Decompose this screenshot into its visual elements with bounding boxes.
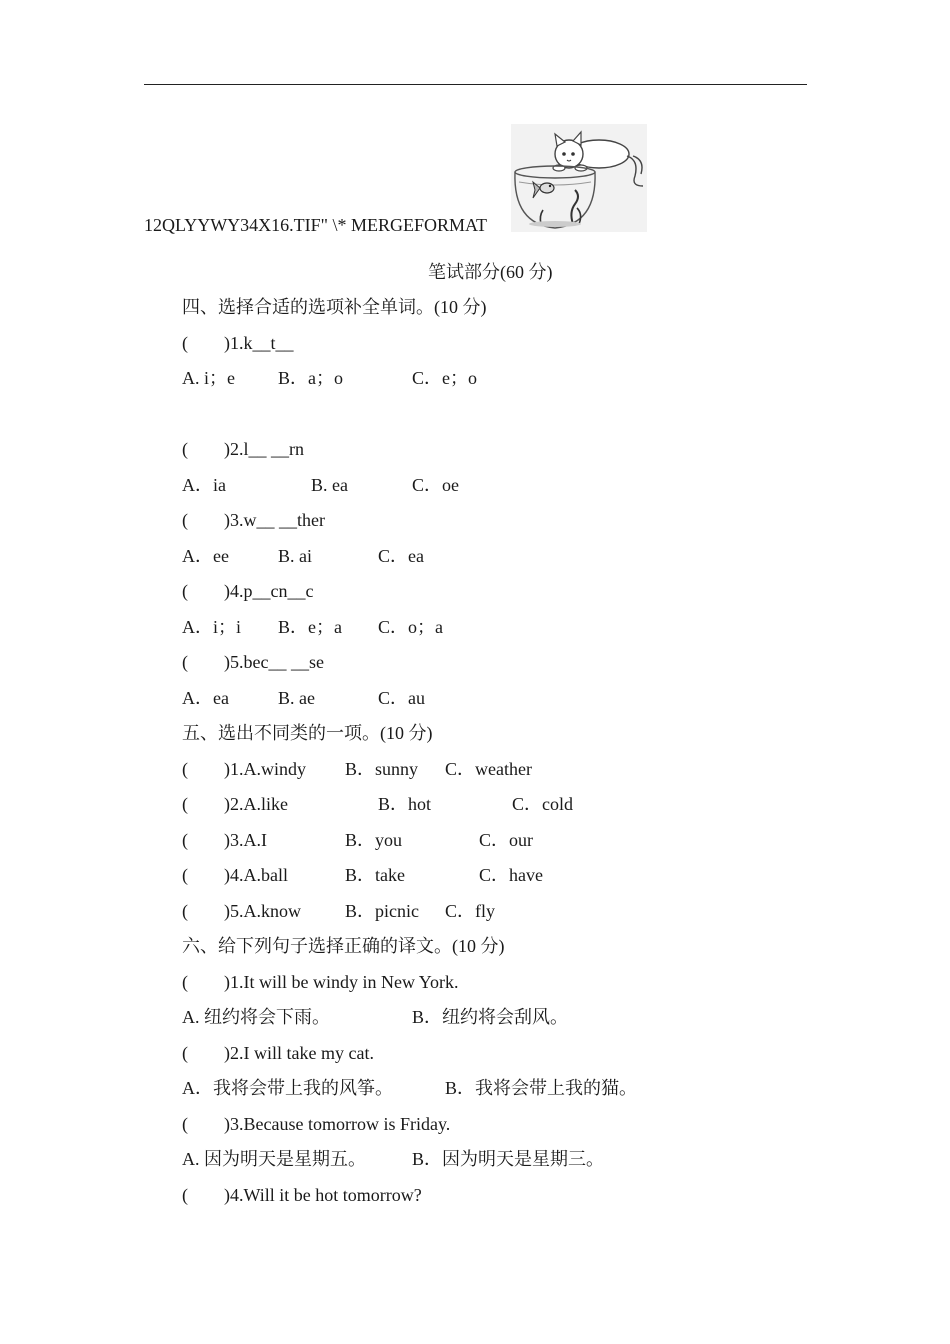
s5-q3-option-c: C．our [479,830,533,850]
s4-q4-option-a: A．i；i [182,617,242,637]
s5-q2-option-c: C．cold [512,794,573,814]
s4-q3-stem: ( )3.w__ __ther [182,510,325,530]
s5-q2-option-b: B．hot [378,794,432,814]
s4-q5-stem: ( )5.bec__ __se [182,652,324,672]
s4-q2-option-b: B. ea [311,475,348,495]
s5-q4-option-c: C．have [479,865,543,885]
s6-q1-option-a: A. 纽约将会下雨。 [182,1007,330,1027]
s5-q1-stem: ( )1.A.windy [182,759,306,779]
s4-q3-option-a: A．ee [182,546,229,566]
s6-q2-option-b: B．我将会带上我的猫。 [445,1078,638,1098]
s4-q2-stem: ( )2.l__ __rn [182,439,304,459]
s6-q1-option-b: B．纽约将会刮风。 [412,1007,569,1027]
s4-q1-option-c: C．e；o [412,368,477,388]
s4-q5-option-a: A．ea [182,688,229,708]
cat-fishbowl-illustration [511,124,647,232]
section6-title: 六、给下列句子选择正确的译文。(10 分) [182,936,505,956]
s5-q3-stem: ( )3.A.I [182,830,267,850]
s4-q5-option-c: C．au [378,688,425,708]
s6-q4-stem: ( )4.Will it be hot tomorrow? [182,1185,422,1205]
section5-title: 五、选出不同类的一项。(10 分) [182,723,433,743]
s5-q5-option-c: C．fly [445,901,496,921]
s5-q2-stem: ( )2.A.like [182,794,288,814]
s6-q3-option-a: A. 因为明天是星期五。 [182,1149,366,1169]
s6-q3-stem: ( )3.Because tomorrow is Friday. [182,1114,451,1134]
s4-q3-option-b: B. ai [278,546,312,566]
s6-q2-stem: ( )2.I will take my cat. [182,1043,374,1063]
s4-q1-option-a: A. i；e [182,368,235,388]
s4-q2-option-c: C．oe [412,475,459,495]
s6-q1-stem: ( )1.It will be windy in New York. [182,972,459,992]
s5-q4-stem: ( )4.A.ball [182,865,288,885]
s5-q1-option-c: C．weather [445,759,532,779]
s5-q1-option-b: B．sunny [345,759,419,779]
s4-q4-stem: ( )4.p__cn__c [182,581,314,601]
s4-q1-stem: ( )1.k__t__ [182,333,294,353]
s6-q2-option-a: A．我将会带上我的风筝。 [182,1078,393,1098]
s5-q4-option-b: B．take [345,865,405,885]
s4-q3-option-c: C．ea [378,546,424,566]
section4-title: 四、选择合适的选项补全单词。(10 分) [182,297,487,317]
s4-q5-option-b: B. ae [278,688,315,708]
s4-q4-option-b: B．e；a [278,617,342,637]
image-field-code: 12QLYYWY34X16.TIF" \* MERGEFORMAT [144,215,488,235]
written-part-title: 笔试部分(60 分) [428,262,553,282]
s4-q1-option-b: B．a；o [278,368,343,388]
header-rule [144,84,807,85]
s4-q2-option-a: A．ia [182,475,226,495]
s6-q3-option-b: B．因为明天是星期三。 [412,1149,605,1169]
s5-q5-stem: ( )5.A.know [182,901,301,921]
s4-q4-option-c: C．o；a [378,617,443,637]
s5-q5-option-b: B．picnic [345,901,419,921]
s5-q3-option-b: B．you [345,830,403,850]
